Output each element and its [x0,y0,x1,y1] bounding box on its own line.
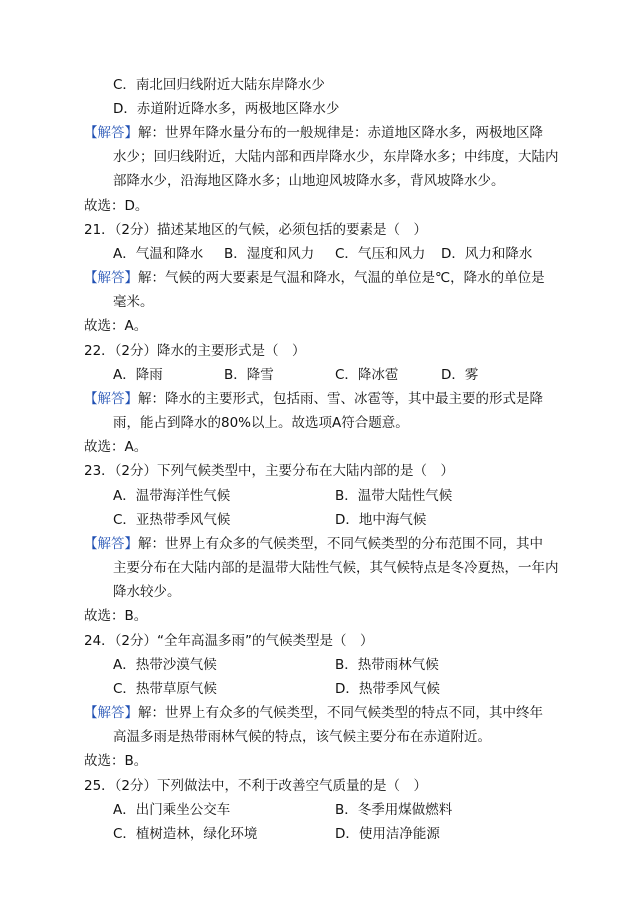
q23-option-b: B．温带大陆性气候 [335,488,453,504]
explanation-tag: 【解答】 [84,125,138,141]
q21-explanation-line-2: 毫米。 [113,294,154,310]
q21-answer: 故选：A。 [84,318,148,334]
q23-option-c: C．亚热带季风气候 [113,512,231,528]
q22-explanation-line-1: 【解答】解：降水的主要形式，包括雨、雪、冰雹等，其中最主要的形式是降 [84,391,543,407]
q22-option-d: D．雾 [441,367,479,383]
q24-explanation-line-2: 高温多雨是热带雨林气候的特点，该气候主要分布在赤道附近。 [113,729,491,745]
explanation-tag: 【解答】 [84,270,138,286]
q22-explanation-line-2: 雨，能占到降水的80%以上。故选项A符合题意。 [113,415,409,431]
q21-option-d: D．风力和降水 [441,246,533,262]
q21-explanation-line-1: 【解答】解：气候的两大要素是气温和降水，气温的单位是℃，降水的单位是 [84,270,545,286]
q24-option-b: B．热带雨林气候 [335,657,439,673]
q25-stem: 25．（2分）下列做法中，不利于改善空气质量的是（ ） [84,778,428,794]
q24-option-d: D．热带季风气候 [335,681,440,697]
q20-option-d: D．赤道附近降水多，两极地区降水少 [113,101,340,117]
explanation-tag: 【解答】 [84,391,138,407]
q23-option-d: D．地中海气候 [335,512,427,528]
q22-option-a: A．降雨 [113,367,163,383]
q22-stem: 22．（2分）降水的主要形式是（ ） [84,343,306,359]
q23-explanation-line-2: 主要分布在大陆内部的是温带大陆性气候，其气候特点是冬冷夏热，一年内 [113,560,559,576]
q20-option-c: C．南北回归线附近大陆东岸降水少 [113,77,325,93]
q24-answer: 故选：B。 [84,753,148,769]
q24-option-c: C．热带草原气候 [113,681,217,697]
q22-option-c: C．降冰雹 [335,367,399,383]
explanation-tag: 【解答】 [84,536,138,552]
q25-option-b: B．冬季用煤做燃料 [335,802,453,818]
q25-option-c: C．植树造林，绿化环境 [113,826,258,842]
q23-explanation-line-1: 【解答】解：世界上有众多的气候类型，不同气候类型的分布范围不同，其中 [84,536,543,552]
explanation-tag: 【解答】 [84,705,138,721]
q24-stem: 24．（2分）“全年高温多雨”的气候类型是（ ） [84,633,374,649]
q23-answer: 故选：B。 [84,608,148,624]
q22-answer: 故选：A。 [84,439,148,455]
q21-option-a: A．气温和降水 [113,246,204,262]
q24-explanation-line-1: 【解答】解：世界上有众多的气候类型，不同气候类型的特点不同，其中终年 [84,705,543,721]
q23-explanation-line-3: 降水较少。 [113,584,181,600]
q20-explanation-line-3: 部降水少，沿海地区降水多；山地迎风坡降水多，背风坡降水少。 [113,173,505,189]
q24-option-a: A．热带沙漠气候 [113,657,217,673]
q23-stem: 23．（2分）下列气候类型中，主要分布在大陆内部的是（ ） [84,463,455,479]
q20-answer: 故选：D。 [84,198,149,214]
q21-stem: 21．（2分）描述某地区的气候，必须包括的要素是（ ） [84,222,428,238]
q22-option-b: B．降雪 [224,367,274,383]
q21-option-b: B．湿度和风力 [224,246,315,262]
q23-option-a: A．温带海洋性气候 [113,488,231,504]
q20-explanation-line-2: 水少；回归线附近，大陆内部和西岸降水少，东岸降水多；中纬度，大陆内 [113,149,559,165]
q20-explanation-line-1: 【解答】解：世界年降水量分布的一般规律是：赤道地区降水多，两极地区降 [84,125,543,141]
q21-option-c: C．气压和风力 [335,246,426,262]
q25-option-d: D．使用洁净能源 [335,826,440,842]
q25-option-a: A．出门乘坐公交车 [113,802,231,818]
